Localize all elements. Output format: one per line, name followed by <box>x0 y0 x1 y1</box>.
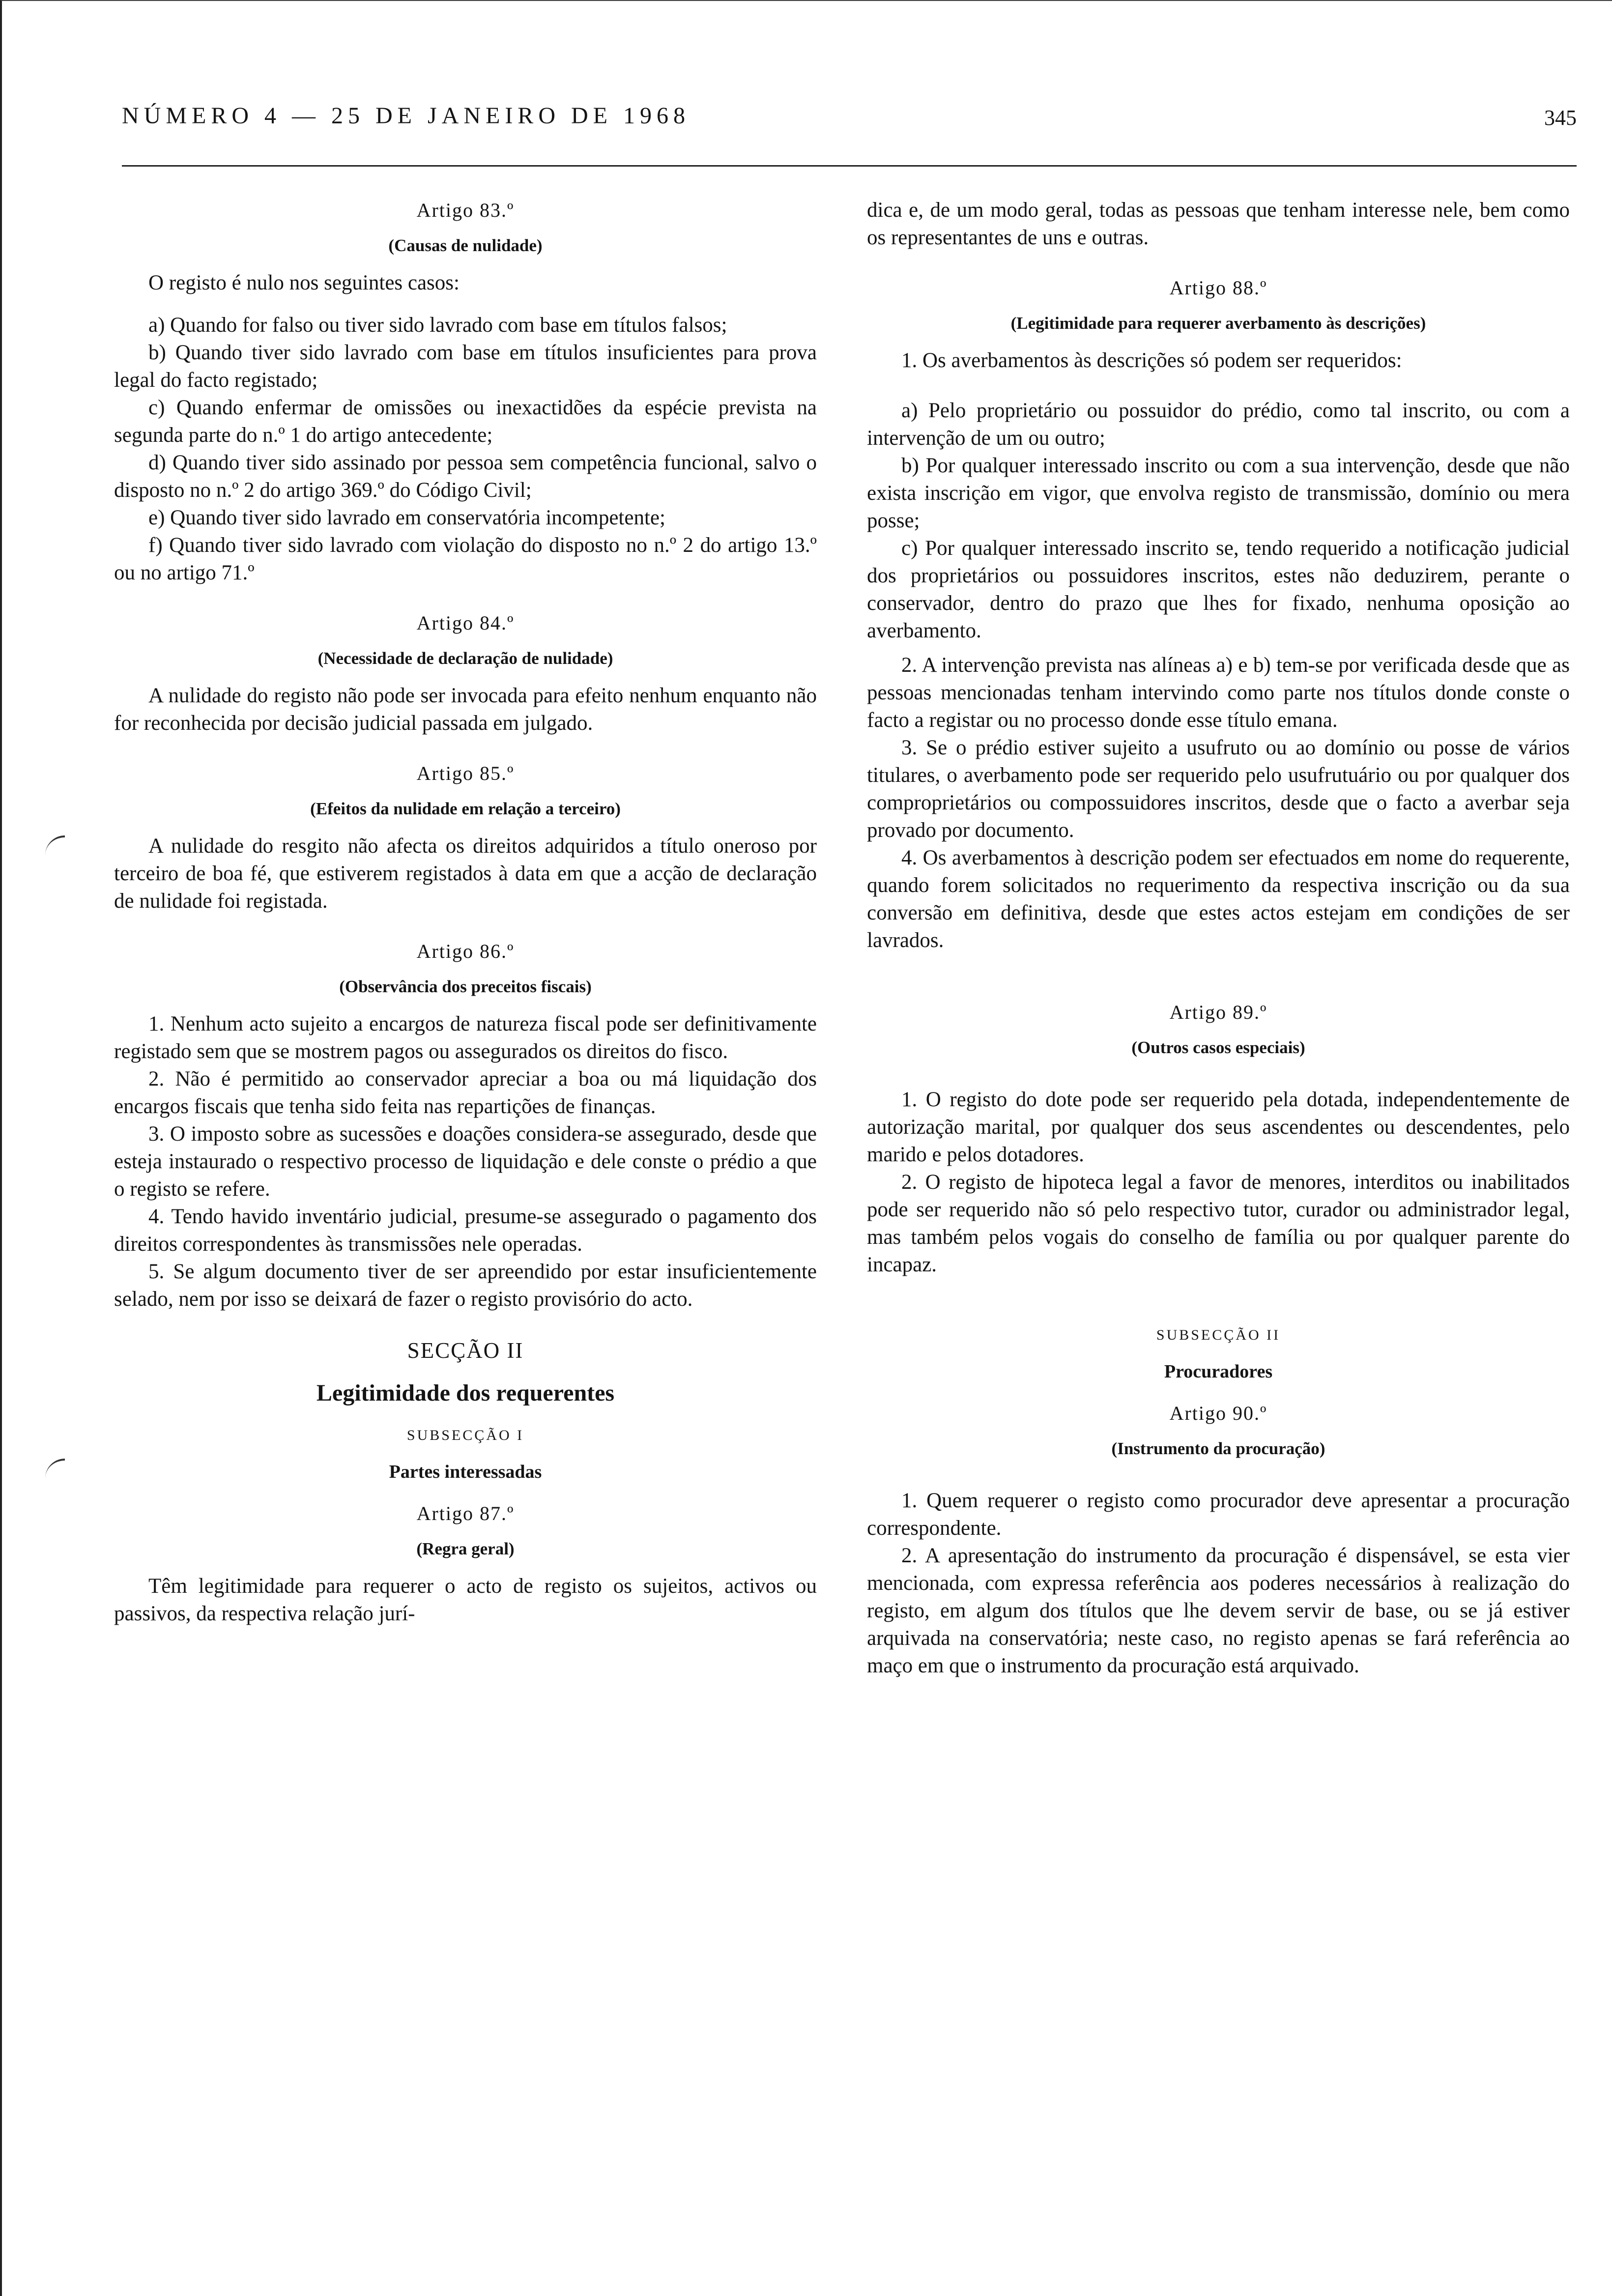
article-85-text: A nulidade do resgito não afecta os direitos adquiridos a título oneroso por terceiro de boa fé, que estiverem registados à data em que a acção de declaração de nulidade foi registada. <box>114 834 817 913</box>
section-title: SECÇÃO II <box>407 1338 524 1363</box>
article-83-item-d: d) Quando tiver sido assinado por pessoa sem competência funcional, salvo o disposto no n.º 2 do artigo 369.º do Código Civil; <box>114 451 817 502</box>
article-90-subtitle: (Instrumento da procuração) <box>1111 1439 1325 1458</box>
article-88-item-a: a) Pelo proprietário ou possuidor do prédio, como tal inscrito, ou com a intervenção de um ou outro; <box>867 399 1570 450</box>
article-86-title: Artigo 86.º <box>416 940 515 962</box>
article-84-title: Artigo 84.º <box>416 612 515 634</box>
right-column <box>867 197 1570 1680</box>
issue-date: NÚMERO 4 — 25 DE JANEIRO DE 1968 <box>122 103 690 129</box>
article-84-subtitle: (Necessidade de declaração de nulidade) <box>317 649 613 668</box>
subsection-1-subtitle: Partes interessadas <box>389 1462 542 1482</box>
article-83-title: Artigo 83.º <box>416 199 515 221</box>
article-90-para-2: 2. A apresentação do instrumento da procuração é dispensável, se esta vier mencionada, com expressa referência aos poderes necessários à realização do registo, em algum dos títulos que lhe devem servir de base, ou se já estiver arquivada na conservatória; neste caso, no registo apenas se fará referência ao maço em que o instrumento da procuração está arquivado. <box>867 1544 1570 1677</box>
article-86-para-4: 4. Tendo havido inventário judicial, presume-se assegurado o pagamento dos direitos correspondentes às transmissões nele operadas. <box>114 1205 817 1256</box>
article-88-para-4: 4. Os averbamentos à descrição podem ser efectuados em nome do requerente, quando forem solicitados no requerimento da respectiva inscrição ou da sua conversão em definitiva, desde que estes actos estejam em condições de ser lavrados. <box>867 846 1570 952</box>
article-83-item-a: a) Quando for falso ou tiver sido lavrado com base em títulos falsos; <box>148 314 727 337</box>
article-83-subtitle: (Causas de nulidade) <box>388 236 543 255</box>
subsection-2-title: SUBSECÇÃO II <box>1156 1327 1281 1343</box>
article-88-item-c: c) Por qualquer interessado inscrito se, tendo requerido a notificação judicial dos proprietários ou possuidores inscritos, estes não deduzirem, perante o conservador, dentro do prazo que lhes for fixado, nenhuma oposição ao averbamento. <box>867 537 1570 642</box>
article-83-intro: O registo é nulo nos seguintes casos: <box>148 271 460 294</box>
article-86-para-2: 2. Não é permitido ao conservador apreciar a boa ou má liquidação dos encargos fiscais que tenha sido feita nas repartições de finanças. <box>114 1067 817 1118</box>
article-89-subtitle: (Outros casos especiais) <box>1131 1038 1305 1057</box>
article-83-item-e: e) Quando tiver sido lavrado em conservatória incompetente; <box>148 506 665 529</box>
article-89-para-2: 2. O registo de hipoteca legal a favor de menores, interditos ou inabilitados pode ser requerido não só pelo respectivo tutor, curador ou administrador legal, mas também pelos vogais do conselho de família ou por qualquer parente do incapaz. <box>867 1171 1570 1276</box>
article-86-para-3: 3. O imposto sobre as sucessões e doações considera-se assegurado, desde que esteja instaurado o respectivo processo de liquidação e dele conste o prédio a que o registo se refere. <box>114 1122 817 1201</box>
article-88-para-2: 2. A intervenção prevista nas alíneas a) e b) tem-se por verificada desde que as pessoas mencionadas tenham intervindo como parte nos títulos donde conste o facto a registar ou no processo donde esse título emana. <box>867 654 1570 732</box>
article-87-continuation: dica e, de um modo geral, todas as pessoas que tenham interesse nele, bem como os representantes de uns e outras. <box>867 199 1570 249</box>
article-86-para-1: 1. Nenhum acto sujeito a encargos de natureza fiscal pode ser definitivamente registado sem que se mostrem pagos ou assegurados os direitos do fisco. <box>114 1012 817 1063</box>
article-83-item-f: f) Quando tiver sido lavrado com violação do disposto no n.º 2 do artigo 13.º ou no artigo 71.º <box>114 534 817 584</box>
article-88-para-3: 3. Se o prédio estiver sujeito a usufruto ou ao domínio ou posse de vários titulares, o averbamento pode ser requerido pelo usufrutuário ou por qualquer dos comproprietários ou compossuidores inscritos, desde que o facto a averbar seja provado por documento. <box>867 736 1570 842</box>
article-87-text: Têm legitimidade para requerer o acto de registo os sujeitos, activos ou passivos, da respectiva relação jurí- <box>114 1575 817 1625</box>
article-90-para-1: 1. Quem requerer o registo como procurador deve apresentar a procuração correspondente. <box>867 1489 1570 1540</box>
article-89-title: Artigo 89.º <box>1169 1001 1267 1023</box>
article-85-subtitle: (Efeitos da nulidade em relação a terceiro) <box>310 799 621 818</box>
article-83-item-b: b) Quando tiver sido lavrado com base em títulos insuficientes para prova legal do facto registado; <box>114 341 817 392</box>
article-83-item-c: c) Quando enfermar de omissões ou inexactidões da espécie prevista na segunda parte do n.º 1 do artigo antecedente; <box>114 396 817 447</box>
subsection-1-title: SUBSECÇÃO I <box>406 1427 524 1443</box>
article-85-title: Artigo 85.º <box>416 762 515 784</box>
header-rule <box>122 165 1577 167</box>
article-87-title: Artigo 87.º <box>416 1502 515 1524</box>
subsection-2-subtitle: Procuradores <box>1164 1361 1273 1382</box>
article-88-item-b: b) Por qualquer interessado inscrito ou com a sua intervenção, desde que não exista inscrição em vigor, que envolva registo de transmissão, domínio ou mera posse; <box>867 454 1570 532</box>
article-89-para-1: 1. O registo do dote pode ser requerido pela dotada, independentemente de autorização marital, por qualquer dos seus ascendentes ou descendentes, pelo marido e pelos dotadores. <box>867 1088 1570 1166</box>
article-86-para-5: 5. Se algum documento tiver de ser apreendido por estar insuficientemente selado, nem por isso se deixará de fazer o registo provisório do acto. <box>114 1260 817 1311</box>
article-86-subtitle: (Observância dos preceitos fiscais) <box>339 977 592 996</box>
page-number: 345 <box>1544 106 1577 130</box>
article-84-text: A nulidade do registo não pode ser invocada para efeito nenhum enquanto não for reconhecida por decisão judicial passada em julgado. <box>114 684 817 735</box>
article-88-subtitle: (Legitimidade para requerer averbamento às descrições) <box>1010 314 1426 333</box>
page-header <box>122 102 1577 137</box>
section-subtitle: Legitimidade dos requerentes <box>316 1380 615 1406</box>
article-88-intro: 1. Os averbamentos às descrições só podem ser requeridos: <box>901 349 1402 372</box>
left-column <box>114 197 817 1628</box>
article-88-title: Artigo 88.º <box>1169 277 1267 299</box>
article-90-title: Artigo 90.º <box>1169 1402 1267 1424</box>
article-87-subtitle: (Regra geral) <box>416 1539 515 1558</box>
